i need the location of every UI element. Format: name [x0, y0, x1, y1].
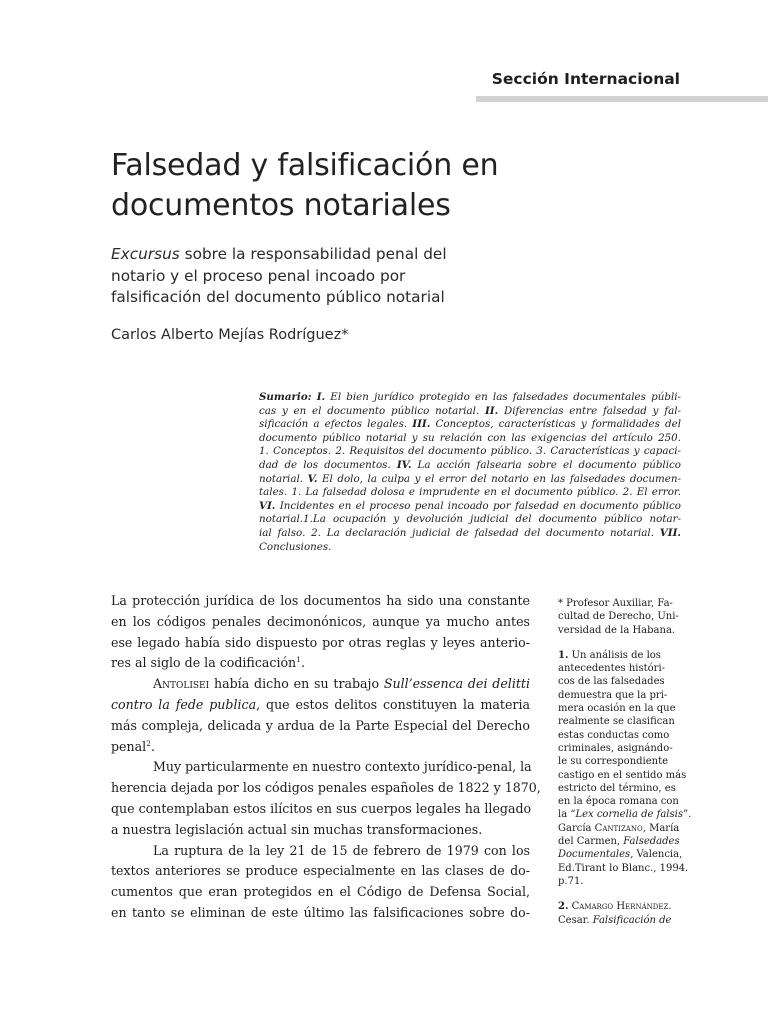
- summary-text: tales. 1. La falsedad dolosa e imprudente en el documento público. 2. El error.: [259, 486, 681, 499]
- footnote-author: Cantizano: [594, 822, 643, 834]
- footnote-1-line: mera ocasión en la que: [558, 703, 676, 715]
- author-name: Carlos Alberto Mejías Rodríguez*: [111, 327, 349, 343]
- body-line: [111, 695, 530, 716]
- footnote-italic: Lex cornelia de falsis: [575, 809, 683, 821]
- section-divider-bar: [476, 96, 768, 102]
- summary-block: [259, 391, 681, 554]
- footnote-1-line: Ed.Tirant lo Blanc., 1994.: [558, 862, 689, 874]
- subtitle-line-3: falsificación del documento público notarial: [111, 288, 445, 306]
- summary-text: La acción falsearia sobre el documento público: [411, 458, 681, 471]
- body-line: en tanto se eliminan de este último las falsificaciones sobre do-: [111, 904, 530, 920]
- summary-section-number: III.: [412, 418, 431, 431]
- footnote-1-line: en la época romana con: [558, 796, 679, 808]
- footnote-1-line: [558, 822, 688, 835]
- summary-text: notarial.: [259, 472, 308, 485]
- footnote-text: Cesar.: [558, 914, 593, 926]
- body-text-span: penal: [111, 738, 147, 754]
- body-text-span: había dicho en su trabajo: [209, 676, 384, 692]
- title-line-1: Falsedad y falsificación en: [111, 148, 499, 183]
- summary-text: El bien jurídico protegido en las falsedades documentales públi-: [325, 391, 682, 403]
- footnote-1-line: [558, 848, 688, 861]
- body-line: herencia dejada por los códigos penales españoles de 1822 y 1870,: [111, 780, 541, 796]
- summary-text: El dolo, la culpa y el error del notario en las falsedades documen-: [317, 472, 681, 485]
- subtitle-line-1: sobre la responsabilidad penal del: [179, 245, 447, 263]
- cited-work-title: Sull’essenca dei delitti: [383, 676, 530, 692]
- footnote-1-line: realmente se clasifican: [558, 716, 675, 728]
- footnote-text: ”.: [682, 809, 692, 821]
- body-line: que contemplaban estos ilícitos en sus cuerpos legales ha llegado: [111, 800, 532, 816]
- summary-line: [259, 459, 681, 473]
- subtitle-line-2: notario y el proceso penal incoado por: [111, 266, 406, 285]
- footnote-1-line: criminales, asignándo-: [558, 742, 673, 754]
- body-text-span: , que estos delitos constituyen la materia: [256, 696, 530, 712]
- body-line: [111, 653, 530, 674]
- body-line: en los códigos penales decimonónicos, aunque ya mucho antes: [111, 613, 530, 629]
- summary-line: [259, 445, 681, 459]
- footnote-1-line: estas conductas como: [558, 729, 670, 741]
- footnote-2-line: [558, 914, 688, 927]
- summary-label: Sumario:: [259, 391, 312, 403]
- summary-line: [259, 391, 681, 405]
- summary-text: dad de los documentos.: [259, 458, 397, 471]
- footnote-1-line: castigo en el sentido más: [558, 769, 687, 781]
- title-line-2: documentos notariales: [111, 188, 451, 223]
- body-line: La protección jurídica de los documentos ha sido una constante: [111, 593, 530, 608]
- footnote-1-line: estricto del término, es: [558, 782, 676, 794]
- footnote-star-line: * Profesor Auxiliar, Fa-: [558, 598, 673, 609]
- summary-text: ial falso. 2. La declaración judicial de falsedad del documento notarial.: [259, 526, 660, 539]
- summary-section-number: IV.: [396, 458, 412, 471]
- summary-text: documento público notarial y su relación con las exigencias del artículo 250.: [259, 431, 681, 444]
- body-line: cumentos que eran protegidos en el Código de Defensa Social,: [111, 884, 530, 900]
- summary-text: Incidentes en el proceso penal incoado por falsedad en documento público: [275, 499, 681, 512]
- footnote-1-line: [558, 808, 692, 821]
- footnote-text: , María: [642, 822, 680, 834]
- summary-line: [259, 541, 681, 555]
- footnote-1-line: p.71.: [558, 875, 584, 887]
- footnote-text: Un análisis de los: [568, 649, 661, 661]
- summary-line: [259, 418, 681, 432]
- body-line: a nuestra legislación actual sin muchas transformaciones.: [111, 821, 483, 837]
- body-line: textos anteriores se produce especialmente en las clases de do-: [111, 863, 530, 879]
- footnote-ref-1[interactable]: 1: [296, 655, 301, 665]
- footnote-2-line: [558, 900, 688, 913]
- footnote-italic: Falsificación de: [592, 914, 672, 926]
- subtitle-emphasis: Excursus: [111, 245, 180, 263]
- footnote-2-number: 2.: [558, 901, 569, 913]
- body-line: [111, 737, 530, 758]
- summary-section-number: V.: [307, 472, 318, 485]
- summary-text: Conceptos, características y formalidades del: [430, 418, 681, 431]
- body-text-span: .: [300, 655, 305, 671]
- body-line: La ruptura de la ley 21 de 15 de febrero de 1979 con los: [153, 842, 530, 858]
- footnote-1-line: antecedentes históri-: [558, 663, 666, 675]
- body-text: [111, 591, 541, 924]
- footnote-1-line: [558, 649, 688, 662]
- summary-line: [259, 486, 681, 500]
- footnote-author: Camargo Hernández.: [568, 901, 672, 913]
- footnote-star-line: versidad de la Habana.: [558, 624, 676, 636]
- summary-line: [259, 432, 681, 446]
- body-line: Muy particularmente en nuestro contexto jurídico-penal, la: [153, 759, 532, 775]
- cited-work-title: contro la fede publica: [111, 696, 257, 712]
- article-subtitle: [111, 244, 511, 309]
- summary-text: sificación a efectos legales.: [259, 418, 413, 431]
- footnote-ref-2[interactable]: 2: [146, 738, 151, 748]
- footnote-1-line: [558, 835, 688, 848]
- summary-line: [259, 473, 681, 487]
- footnote-text: del Carmen,: [558, 836, 624, 848]
- section-label: Sección Internacional: [491, 70, 680, 88]
- summary-section-number: I.: [316, 391, 326, 403]
- summary-text: 1. Conceptos. 2. Requisitos del documento público. 3. Características y capaci-: [259, 445, 681, 458]
- footnote-1-line: cos de las falsedades: [558, 676, 665, 688]
- summary-text: notarial.1.La ocupación y devolución judicial del documento público notar-: [259, 513, 681, 526]
- body-line: ese legado había sido dispuesto por otras reglas y leyes anterio-: [111, 634, 530, 650]
- body-text-span: .: [150, 738, 155, 754]
- summary-section-number: VII.: [659, 526, 681, 539]
- summary-line: [259, 405, 681, 419]
- summary-line: [259, 513, 681, 527]
- footnote-italic: Documentales,: [558, 849, 634, 861]
- body-line: [111, 674, 530, 695]
- summary-section-number: VI.: [259, 499, 276, 512]
- summary-section-number: II.: [484, 404, 499, 417]
- footnote-1-line: demuestra que la pri-: [558, 689, 668, 701]
- summary-text: cas y en el documento público notarial.: [259, 404, 485, 417]
- footnote-text: Valencia,: [633, 849, 683, 861]
- cited-author-antolisei: Antolisei: [153, 676, 210, 692]
- footnote-text: la “: [558, 809, 576, 821]
- footnote-star-line: cultad de Derecho, Uni-: [558, 611, 679, 623]
- article-title: [111, 146, 631, 226]
- body-text-span: res al siglo de la codificación: [111, 655, 297, 671]
- summary-text: Diferencias entre falsedad y fal-: [498, 404, 681, 417]
- summary-line: [259, 527, 681, 541]
- footnote-1-line: le su correspondiente: [558, 756, 669, 768]
- footnote-text: García: [558, 822, 595, 834]
- footnote-1-number: 1.: [558, 649, 569, 661]
- summary-text: Conclusiones.: [259, 540, 332, 553]
- body-line: más compleja, delicada y ardua de la Parte Especial del Derecho: [111, 717, 530, 733]
- footnote-italic: Falsedades: [623, 836, 680, 848]
- summary-line: [259, 500, 681, 514]
- footnotes-column: [558, 597, 692, 927]
